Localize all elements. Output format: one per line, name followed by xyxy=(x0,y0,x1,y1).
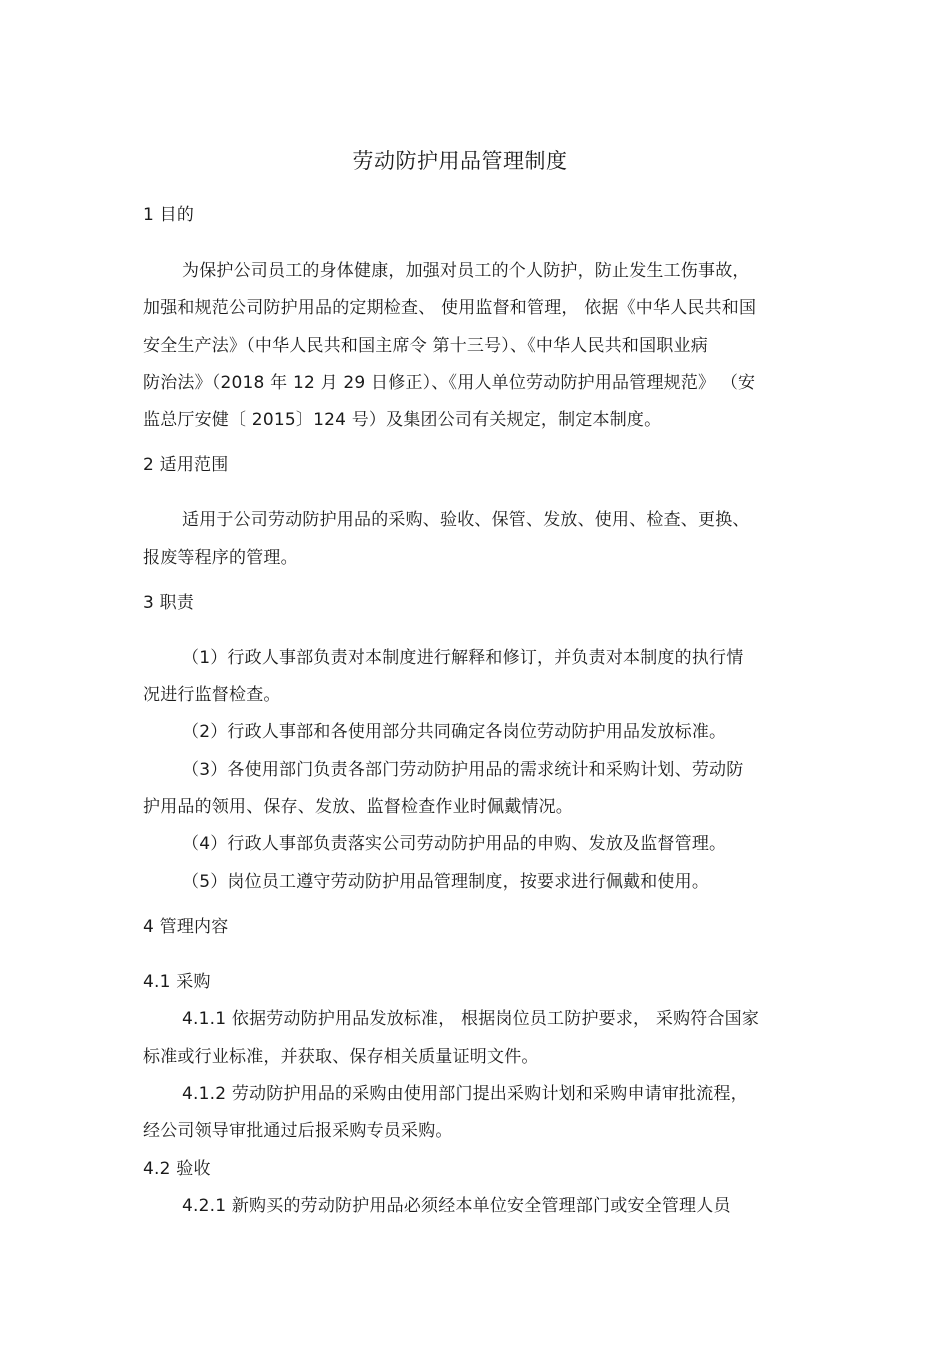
paragraph-line: 安全生产法》（中华人民共和国主席令 第十三号）、《中华人民共和国职业病 xyxy=(143,336,708,356)
section-2-heading: 2 适用范围 xyxy=(143,455,229,475)
section-4-2-heading: 4.2 验收 xyxy=(143,1159,211,1179)
paragraph-line: 标准或行业标准，并获取、保存相关质量证明文件。 xyxy=(143,1047,539,1067)
paragraph-line: 监总厅安健〔 2015〕124 号）及集团公司有关规定，制定本制度。 xyxy=(143,410,662,430)
paragraph-line: （1）行政人事部负责对本制度进行解释和修订，并负责对本制度的执行情 xyxy=(182,648,744,668)
paragraph-line: （5）岗位员工遵守劳动防护用品管理制度，按要求进行佩戴和使用。 xyxy=(182,872,710,892)
paragraph-line: （2）行政人事部和各使用部分共同确定各岗位劳动防护用品发放标准。 xyxy=(182,722,727,742)
paragraph-line: （3）各使用部门负责各部门劳动防护用品的需求统计和采购计划、劳动防 xyxy=(182,760,744,780)
section-4-heading: 4 管理内容 xyxy=(143,917,229,937)
paragraph-line: 4.1.1 依据劳动防护用品发放标准， 根据岗位员工防护要求， 采购符合国家 xyxy=(182,1009,760,1029)
paragraph-line: 况进行监督检查。 xyxy=(143,685,281,705)
paragraph-line: 为保护公司员工的身体健康，加强对员工的个人防护，防止发生工伤事故， xyxy=(182,261,750,281)
paragraph-line: 适用于公司劳动防护用品的采购、验收、保管、发放、使用、检查、更换、 xyxy=(182,510,750,530)
paragraph-line: 4.2.1 新购买的劳动防护用品必须经本单位安全管理部门或安全管理人员 xyxy=(182,1196,731,1216)
paragraph-line: 加强和规范公司防护用品的定期检查、 使用监督和管理， 依据《中华人民共和国 xyxy=(143,298,757,318)
section-4-1-heading: 4.1 采购 xyxy=(143,972,211,992)
paragraph-line: 经公司领导审批通过后报采购专员采购。 xyxy=(143,1121,453,1141)
section-3-heading: 3 职责 xyxy=(143,593,195,613)
section-1-heading: 1 目的 xyxy=(143,205,195,225)
document-title: 劳动防护用品管理制度 xyxy=(352,149,568,173)
paragraph-line: （4）行政人事部负责落实公司劳动防护用品的申购、发放及监督管理。 xyxy=(182,834,727,854)
paragraph-line: 防治法》（2018 年 12 月 29 日修正）、《用人单位劳动防护用品管理规范》 （安 xyxy=(143,373,756,393)
paragraph-line: 4.1.2 劳动防护用品的采购由使用部门提出采购计划和采购申请审批流程， xyxy=(182,1084,748,1104)
paragraph-line: 护用品的领用、保存、发放、监督检查作业时佩戴情况。 xyxy=(143,797,573,817)
paragraph-line: 报废等程序的管理。 xyxy=(143,548,298,568)
